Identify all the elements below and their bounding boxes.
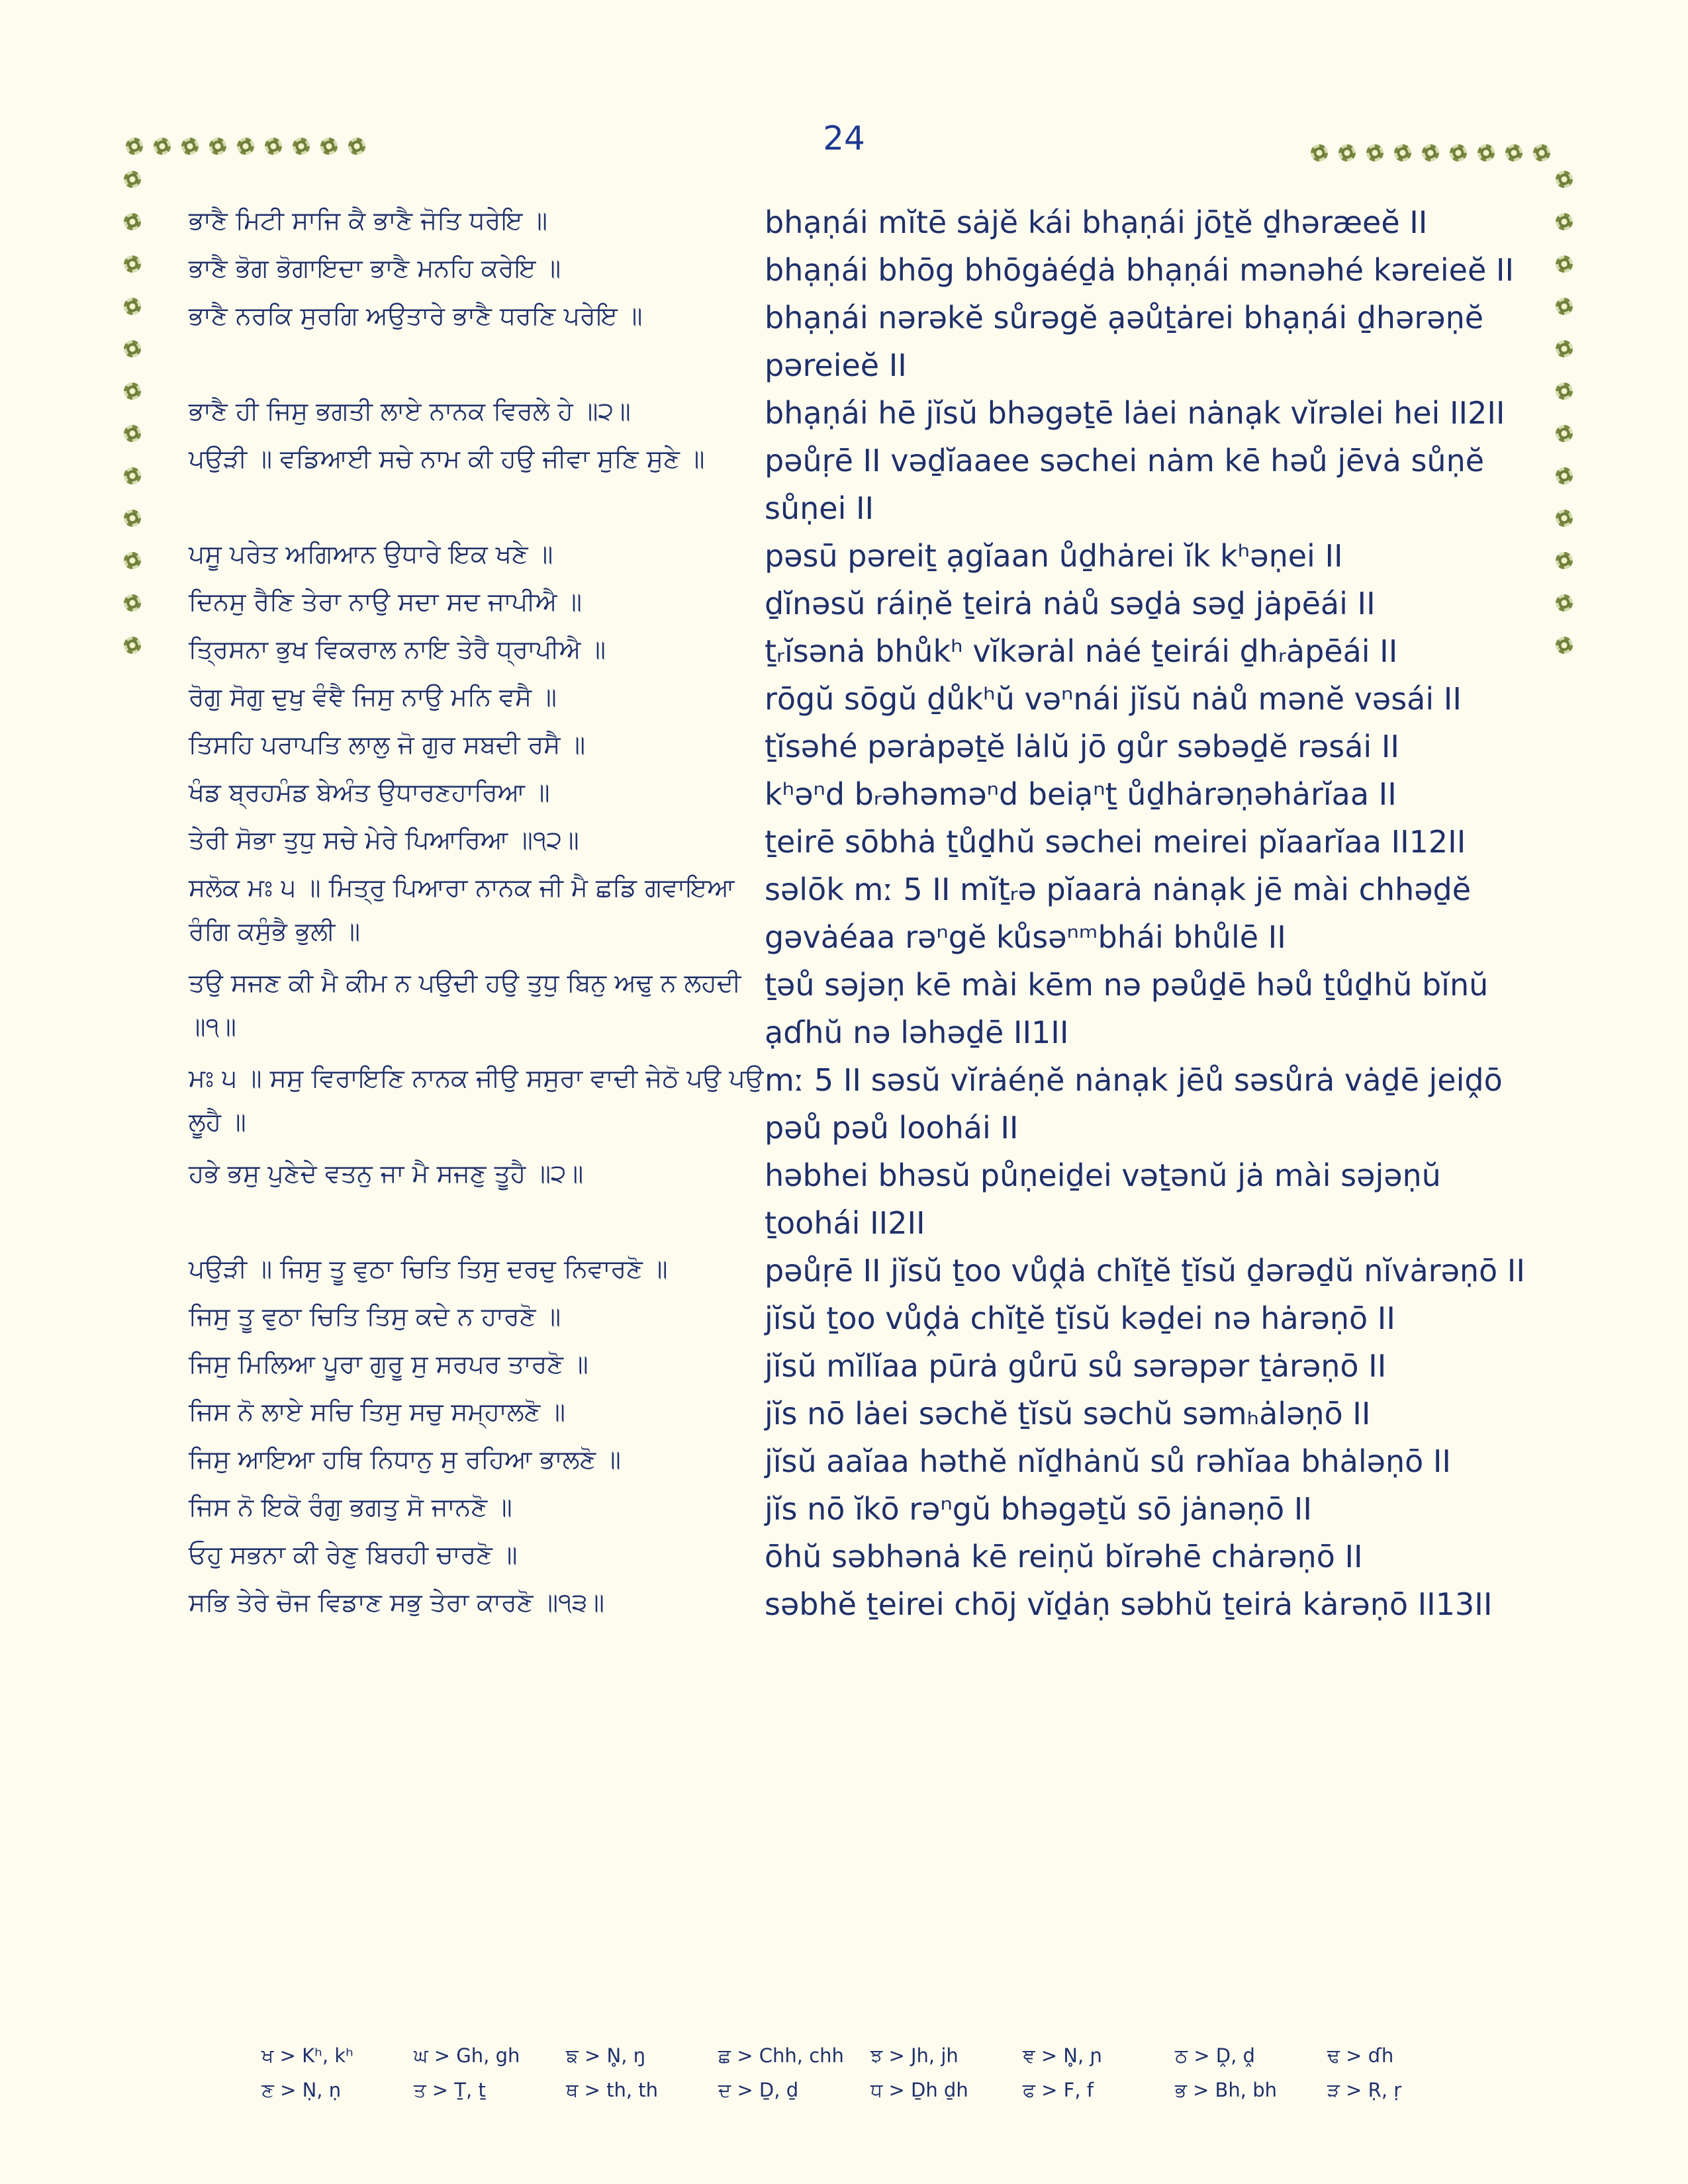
flower-ornament-icon (1337, 143, 1357, 163)
flower-ornament-icon (1448, 143, 1468, 163)
flower-ornament-icon (180, 136, 200, 156)
flower-ornament-icon (122, 339, 142, 359)
verse-row (189, 1342, 1526, 1390)
legend-entry: ਦ > Ḏ, ḏ (718, 2079, 799, 2101)
flower-ornament-icon (1476, 143, 1496, 163)
gurmukhi-line: ਪਸੂ ਪਰੇਤ ਅਗਿਆਨ ਉਧਾਰੇ ਇਕ ਖਣੇ ॥ (189, 539, 553, 569)
gurmukhi-line: ਭਾਣੈ ਭੋਗ ਭੋਗਾਇਦਾ ਭਾਣੈ ਮਨਹਿ ਕਰੇਇ ॥ (189, 253, 561, 283)
flower-ornament-icon (1554, 635, 1574, 655)
flower-ornament-icon (1554, 381, 1574, 401)
flower-ornament-icon (1393, 143, 1413, 163)
flower-ornament-icon (122, 254, 142, 274)
flower-ornament-icon (236, 136, 256, 156)
flower-ornament-icon (124, 136, 144, 156)
flower-ornament-icon (263, 136, 283, 156)
gurmukhi-line: ਸਲੋਕ ਮਃ ੫ ॥ ਮਿਤ੍ਰੁ ਪਿਆਰਾ ਨਾਨਕ ਜੀ ਮੈ ਛਡਿ ਗਵਾਇਆ ਰੰਗਿ ਕਸੁੰਭੈ ਭੁਲੀ ॥ (189, 873, 735, 946)
verse-row (189, 1580, 1526, 1628)
flower-ornament-icon (1554, 593, 1574, 613)
legend-entry: ਙ > N̥, ŋ (566, 2044, 646, 2067)
verse-row (189, 1056, 1526, 1152)
verse-list (189, 199, 1526, 1628)
transliteration-line: ṯeirē sōbhȧ ṯůḏhŭ səchei meirei pĭaarĭaa II12II (765, 824, 1466, 860)
verse-row (189, 246, 1526, 294)
flower-ornament-icon (1554, 424, 1574, 443)
ornament-top-left (124, 136, 375, 156)
verse-row (189, 675, 1526, 723)
gurmukhi-line: ਪਉੜੀ ॥ ਵਡਿਆਈ ਸਚੇ ਨਾਮ ਕੀ ਹਉ ਜੀਵਾ ਸੁਣਿ ਸੁਣੇ ॥ (189, 444, 705, 473)
flower-ornament-icon (122, 466, 142, 486)
flower-ornament-icon (1554, 339, 1574, 359)
flower-ornament-icon (122, 296, 142, 316)
gurmukhi-line: ਖੰਡ ਬ੍ਰਹਮੰਡ ਬੇਅੰਤ ਉਧਾਰਣਹਾਰਿਆ ॥ (189, 778, 550, 807)
legend-entry: ਧ > Ḏh ḏh (870, 2079, 968, 2101)
verse-row (189, 1485, 1526, 1533)
transliteration-line: jĭsŭ ṯoo vůḓȧ chĭṯĕ ṯĭsŭ kəḏei nə hȧrəṇō II (765, 1300, 1395, 1336)
flower-ornament-icon (122, 551, 142, 570)
ornament-right-column (1554, 169, 1574, 678)
transliteration-line: səlōk mː 5 II mĭṯᵣə pĭaarȧ nȧnạk jē mài chhəḏĕ gəvȧéaa rəⁿgĕ kůsəⁿᵐbhái bhůlē II (765, 872, 1472, 955)
transliteration-line: rōgŭ sōgŭ ḏůkʰŭ vəⁿnái jĭsŭ nȧů mənĕ vəsái II (765, 681, 1462, 717)
verse-row (189, 532, 1526, 580)
flower-ornament-icon (1554, 296, 1574, 316)
flower-ornament-icon (1554, 466, 1574, 486)
ornament-left-column (122, 169, 142, 678)
verse-row (189, 723, 1526, 770)
legend-entry: ਛ > Chh, chh (718, 2044, 844, 2067)
legend-entry: ਥ > th, th (566, 2079, 659, 2101)
gurmukhi-line: ਜਿਸੁ ਤੂ ਵੁਠਾ ਚਿਤਿ ਤਿਸੁ ਕਦੇ ਨ ਹਾਰਣੋ ॥ (189, 1302, 561, 1331)
gurmukhi-line: ਤਿਸਹਿ ਪਰਾਪਤਿ ਲਾਲੁ ਜੋ ਗੁਰ ਸਬਦੀ ਰਸੈ ॥ (189, 730, 586, 759)
flower-ornament-icon (122, 212, 142, 232)
gurmukhi-line: ਓਹੁ ਸਭਨਾ ਕੀ ਰੇਣੁ ਬਿਰਹੀ ਚਾਰਣੋ ॥ (189, 1540, 518, 1569)
verse-row (189, 1533, 1526, 1580)
flower-ornament-icon (1532, 143, 1552, 163)
flower-ornament-icon (122, 424, 142, 443)
transliteration-line: ṯĭsəhé pərȧpəṯĕ lȧlŭ jō gůr səbəḏĕ rəsái II (765, 729, 1399, 764)
verse-row (189, 580, 1526, 627)
legend-entry: ਢ > ɗh (1327, 2044, 1394, 2067)
legend-entry: ਘ > Gh, gh (414, 2044, 520, 2067)
gurmukhi-line: ਮਃ ੫ ॥ ਸਸੁ ਵਿਰਾਇਣਿ ਨਾਨਕ ਜੀਉ ਸਸੁਰਾ ਵਾਦੀ ਜੇਠੋ ਪਉ ਪਉ ਲੂਹੈ ॥ (189, 1064, 764, 1136)
transliteration-line: kʰəⁿd bᵣəhəməⁿd beiạⁿṯ ůḏhȧrəṇəhȧrĭaa II (765, 776, 1397, 812)
flower-ornament-icon (1554, 508, 1574, 528)
gurmukhi-line: ਤ੍ਰਿਸਨਾ ਭੁਖ ਵਿਕਰਾਲ ਨਾਇ ਤੇਰੈ ਧ੍ਰਾਪੀਐ ॥ (189, 635, 606, 664)
legend-entry: ਖ > Kʰ, kʰ (261, 2044, 353, 2067)
flower-ornament-icon (1554, 212, 1574, 232)
flower-ornament-icon (1365, 143, 1385, 163)
gurmukhi-line: ਦਿਨਸੁ ਰੈਣਿ ਤੇਰਾ ਨਾਉ ਸਦਾ ਸਦ ਜਾਪੀਐ ॥ (189, 587, 582, 616)
legend-row (261, 2038, 1453, 2073)
verse-row (189, 1390, 1526, 1437)
flower-ornament-icon (1504, 143, 1524, 163)
verse-row (189, 294, 1526, 389)
gurmukhi-line: ਪਉੜੀ ॥ ਜਿਸੁ ਤੂ ਵੁਠਾ ਚਿਤਿ ਤਿਸੁ ਦਰਦੁ ਨਿਵਾਰਣੋ ॥ (189, 1254, 668, 1283)
verse-row (189, 1295, 1526, 1342)
flower-ornament-icon (122, 508, 142, 528)
gurmukhi-line: ਤਉ ਸਜਣ ਕੀ ਮੈ ਕੀਮ ਨ ਪਉਦੀ ਹਉ ਤੁਧੁ ਬਿਨੁ ਅਢੁ ਨ ਲਹਦੀ ॥੧॥ (189, 968, 741, 1041)
gurmukhi-line: ਸਭਿ ਤੇਰੇ ਚੋਜ ਵਿਡਾਣ ਸਭੁ ਤੇਰਾ ਕਾਰਣੋ ॥੧੩॥ (189, 1588, 604, 1617)
transliteration-line: jĭs nō lȧei səchĕ ṯĭsŭ səchŭ səmₕȧləṇō II (765, 1396, 1371, 1432)
legend-entry: ਫ > F, f (1023, 2079, 1094, 2101)
flower-ornament-icon (347, 136, 367, 156)
transliteration-line: ṯəů səjəṇ kē mài kēm nə pəůḏē həů ṯůḏhŭ bĭnŭ ạɗhŭ nə ləhəḏē II1II (765, 967, 1489, 1050)
verse-row (189, 961, 1526, 1056)
transliteration-line: pəsū pəreiṯ ạgĭaan ůḏhȧrei ĭk kʰəṇei II (765, 538, 1343, 574)
transliteration-line: pəůṛē II jĭsŭ ṯoo vůḓȧ chĭṯĕ ṯĭsŭ ḏərəḏŭ nĭvȧrəṇō II (765, 1253, 1525, 1289)
gurmukhi-line: ਹਭੇ ਭਸੁ ਪੁਣੇਦੇ ਵਤਨੁ ਜਾ ਮੈ ਸਜਣੁ ਤੂਹੈ ॥੨॥ (189, 1159, 584, 1188)
transliteration-line: jĭsŭ mĭlĭaa pūrȧ gůrū sů sərəpər ṯȧrəṇō II (765, 1348, 1387, 1384)
transliteration-legend (261, 2038, 1453, 2107)
legend-entry: ਤ > Ṯ, ṯ (414, 2079, 486, 2101)
verse-row (189, 818, 1526, 866)
verse-row (189, 770, 1526, 818)
legend-entry: ਭ > Bh, bh (1175, 2079, 1278, 2101)
legend-entry: ਞ > N̥, ɲ (1023, 2044, 1103, 2067)
transliteration-line: ḏĭnəsŭ ráiṇĕ ṯeirȧ nȧů səḏȧ səḏ jȧpēái II (765, 586, 1376, 621)
transliteration-line: həbhei bhəsŭ půṇeiḏei vəṯənŭ jȧ mài səjəṇŭ ṯoohái II2II (765, 1158, 1441, 1241)
verse-row (189, 1152, 1526, 1247)
verse-row (189, 627, 1526, 675)
verse-row (189, 389, 1526, 437)
transliteration-line: ōhŭ səbhənȧ kē reiṇŭ bĭrəhē chȧrəṇō II (765, 1539, 1363, 1574)
flower-ornament-icon (122, 381, 142, 401)
legend-row (261, 2073, 1453, 2107)
transliteration-line: jĭsŭ aaĭaa həthĕ nĭḏhȧnŭ sů rəhĭaa bhȧləṇō II (765, 1443, 1451, 1479)
transliteration-line: bhạṇái hē jĭsŭ bhəgəṯē lȧei nȧnạk vĭrəlei hei II2II (765, 395, 1505, 431)
transliteration-line: səbhĕ ṯeirei chōj vĭḏȧṇ səbhŭ ṯeirȧ kȧrəṇō II13II (765, 1586, 1493, 1622)
verse-row (189, 1247, 1526, 1295)
flower-ornament-icon (1554, 254, 1574, 274)
flower-ornament-icon (122, 593, 142, 613)
gurmukhi-line: ਜਿਸ ਨੋ ਲਾਏ ਸਚਿ ਤਿਸੁ ਸਚੁ ਸਮ੍ਹਾਲਣੋ ॥ (189, 1397, 565, 1426)
flower-ornament-icon (208, 136, 228, 156)
transliteration-line: jĭs nō ĭkō rəⁿgŭ bhəgəṯŭ sō jȧnəṇō II (765, 1491, 1312, 1527)
gurmukhi-line: ਜਿਸੁ ਆਇਆ ਹਥਿ ਨਿਧਾਨੁ ਸੁ ਰਹਿਆ ਭਾਲਣੋ ॥ (189, 1445, 621, 1474)
verse-row (189, 1437, 1526, 1485)
transliteration-line: bhạṇái mĭtē sȧjĕ kái bhạṇái jōṯĕ ḏhəræeĕ II (765, 205, 1428, 240)
gurmukhi-line: ਤੇਰੀ ਸੋਭਾ ਤੁਧੁ ਸਚੇ ਮੇਰੇ ਪਿਆਰਿਆ ॥੧੨॥ (189, 825, 579, 854)
ornament-top-right (1309, 143, 1560, 163)
verse-row (189, 866, 1526, 961)
transliteration-line: ṯᵣĭsənȧ bhůkʰ vĭkərȧl nȧé ṯeirái ḏhᵣȧpēái II (765, 633, 1398, 669)
gurmukhi-line: ਭਾਣੈ ਹੀ ਜਿਸੁ ਭਗਤੀ ਲਾਏ ਨਾਨਕ ਵਿਰਲੇ ਹੇ ॥੨॥ (189, 396, 631, 426)
transliteration-line: bhạṇái bhōg bhōgȧéḏȧ bhạṇái mənəhé kəreieĕ II (765, 252, 1515, 288)
legend-entry: ਠ > Ḓ, ḓ (1175, 2044, 1255, 2067)
flower-ornament-icon (1309, 143, 1329, 163)
flower-ornament-icon (291, 136, 311, 156)
flower-ornament-icon (122, 635, 142, 655)
flower-ornament-icon (319, 136, 339, 156)
legend-entry: ਣ > Ṇ, ṇ (261, 2079, 342, 2101)
legend-entry: ਝ > Jh, jh (870, 2044, 959, 2067)
flower-ornament-icon (1554, 551, 1574, 570)
flower-ornament-icon (122, 169, 142, 189)
flower-ornament-icon (1421, 143, 1440, 163)
verse-row (189, 437, 1526, 532)
gurmukhi-line: ਜਿਸੁ ਮਿਲਿਆ ਪੂਰਾ ਗੁਰੂ ਸੁ ਸਰਪਰ ਤਾਰਣੋ ॥ (189, 1349, 588, 1379)
transliteration-line: bhạṇái nərəkĕ sůrəgĕ ạəůṯȧrei bhạṇái ḏhərəṇĕ pəreieĕ II (765, 300, 1484, 383)
transliteration-line: pəůṛē II vəḏĭaaee səchei nȧm kē həů jēvȧ sůṇĕ sůṇei II (765, 443, 1485, 526)
gurmukhi-line: ਭਾਣੈ ਨਰਕਿ ਸੁਰਗਿ ਅਉਤਾਰੇ ਭਾਣੈ ਧਰਣਿ ਪਰੇਇ ॥ (189, 301, 643, 330)
legend-entry: ੜ > Ṛ, ṛ (1327, 2079, 1402, 2101)
flower-ornament-icon (152, 136, 172, 156)
gurmukhi-line: ਰੋਗੁ ਸੋਗੁ ਦੁਖੁ ਵੰਞੈ ਜਿਸੁ ਨਾਉ ਮਨਿ ਵਸੈ ॥ (189, 682, 557, 711)
transliteration-line: mː 5 II səsŭ vĭrȧéṇĕ nȧnạk jēů səsůrȧ vȧḏē jeiḓō pəů pəů loohái II (765, 1062, 1503, 1146)
gurmukhi-line: ਭਾਣੈ ਮਿਟੀ ਸਾਜਿ ਕੈ ਭਾਣੈ ਜੋਤਿ ਧਰੇਇ ॥ (189, 206, 548, 235)
page-number: 24 (823, 119, 865, 158)
gurmukhi-line: ਜਿਸ ਨੋ ਇਕੋ ਰੰਗੁ ਭਗਤੁ ਸੋ ਜਾਨਣੋ ॥ (189, 1492, 512, 1522)
flower-ornament-icon (1554, 169, 1574, 189)
verse-row (189, 199, 1526, 246)
